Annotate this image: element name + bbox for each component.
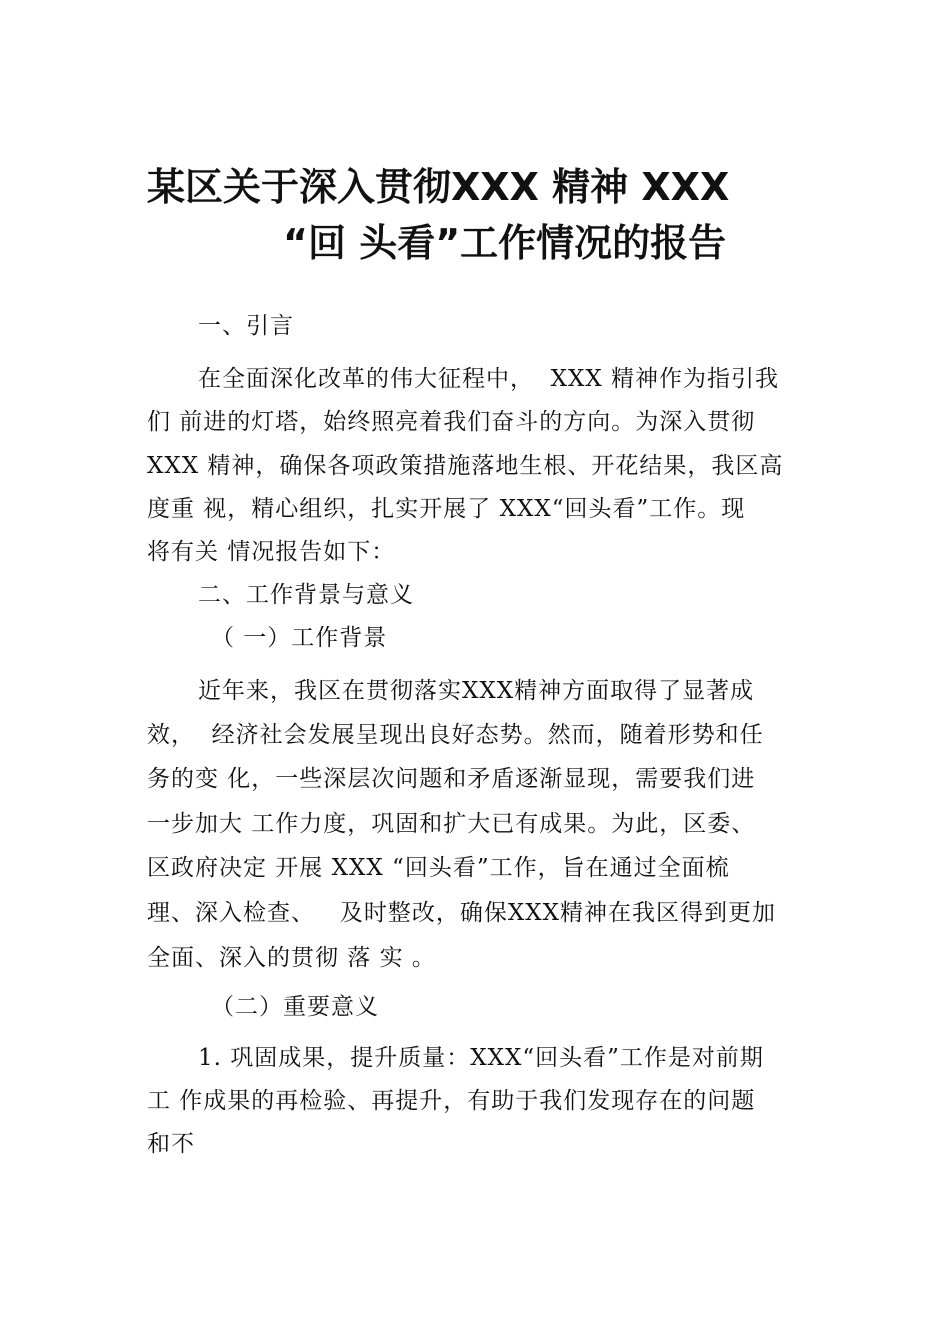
body-line: 们 前进的灯塔，始终照亮着我们奋斗的方向。为深入贯彻: [147, 409, 756, 435]
body-line: 理、深入检查、 及时整改，确保XXX精神在我区得到更加: [147, 900, 777, 926]
body-line: 效， 经济社会发展呈现出良好态势。然而，随着形势和任: [147, 722, 764, 748]
body-line: 工 作成果的再检验、再提升，有助于我们发现存在的问题: [147, 1088, 756, 1114]
document-title-line2: “回 头看”工作情况的报告: [283, 221, 727, 265]
body-line: 度重 视，精心组织，扎实开展了 XXX“回头看”工作。现: [147, 496, 746, 522]
subsection-heading-significance: （二）重要意义: [211, 994, 379, 1020]
body-line: 一步加大 工作力度，巩固和扩大已有成果。为此，区委、: [147, 811, 756, 837]
body-line: 近年来，我区在贯彻落实XXX精神方面取得了显著成: [198, 678, 755, 704]
body-line: 区政府决定 开展 XXX “回头看”工作，旨在通过全面梳: [147, 855, 730, 881]
body-line: 1. 巩固成果，提升质量：XXX“回头看”工作是对前期: [198, 1045, 764, 1071]
body-line: 全面、深入的贯彻 落 实 。: [147, 945, 436, 971]
body-line: 将有关 情况报告如下：: [147, 539, 396, 565]
document-title-line1: 某区关于深入贯彻XXX 精神 XXX: [147, 165, 730, 209]
body-line: 务的变 化，一些深层次问题和矛盾逐渐显现，需要我们进: [147, 766, 756, 792]
subsection-heading-work-background: （ 一）工作背景: [211, 625, 388, 651]
section-heading-introduction: 一、引言: [198, 313, 294, 339]
body-line: 和不: [147, 1131, 195, 1157]
section-heading-background: 二、工作背景与意义: [198, 582, 414, 608]
body-line: XXX 精神，确保各项政策措施落地生根、开花结果，我区高: [147, 453, 784, 479]
body-line: 在全面深化改革的伟大征程中， XXX 精神作为指引我: [198, 366, 780, 392]
